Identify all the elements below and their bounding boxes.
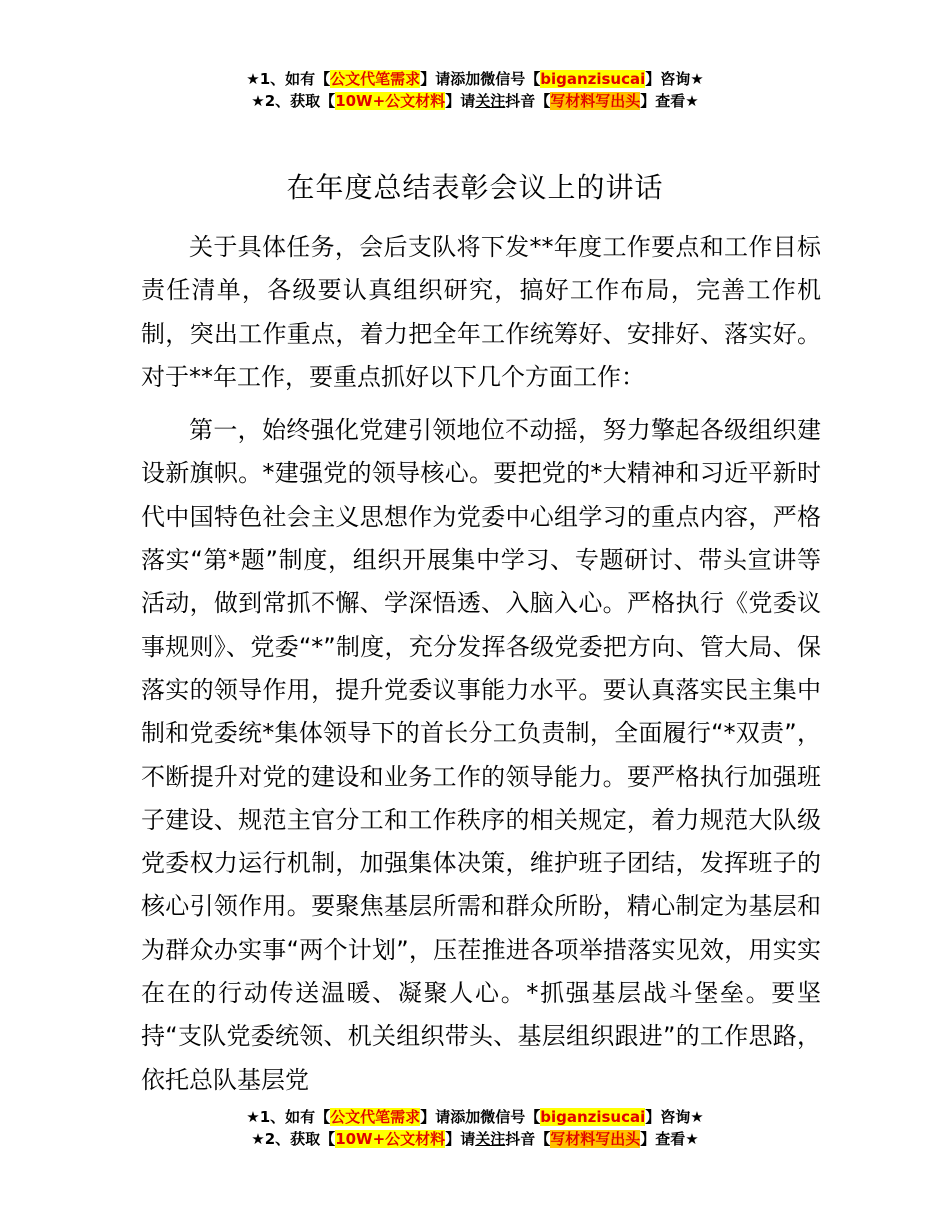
footer-highlight-materials: 10W+公文材料 (335, 1130, 446, 1148)
banner-highlight-douyin: 写材料写出头 (550, 92, 641, 110)
banner-highlight-wechat-id: biganzisucai (540, 70, 646, 88)
header-banner (0, 68, 950, 112)
banner-line-1: ★1、如有【公文代笔需求】请添加微信号【biganzisucai】咨询★ (246, 70, 704, 88)
footer-banner (0, 1106, 950, 1150)
paragraph-2: 第一，始终强化党建引领地位不动摇，努力擎起各级组织建设新旗帜。*建强党的领导核心。要把党的*大精神和习近平新时代中国特色社会主义思想作为党委中心组学习的重点内容，严格落实“第*题”制度，组织开展集中学习、专题研讨、带头宣讲等活动，做到常抓不懈、学深悟透、入脑入心。严格执行《党委议事规则》、党委“*”制度，充分发挥各级党委把方向、管大局、保落实的领导作用，提升党委议事能力水平。要认真落实民主集中制和党委统*集体领导下的首长分工负责制，全面履行“*双责”，不断提升对党的建设和业务工作的领导能力。要严格执行加强班子建设、规范主官分工和工作秩序的相关规定，着力规范大队级党委权力运行机制，加强集体决策，维护班子团结，发挥班子的核心引领作用。要聚焦基层所需和群众所盼，精心制定为基层和为群众办实事“两个计划”，压茬推进各项举措落实见效，用实实在在的行动传送温暖、凝聚人心。*抓强基层战斗堡垒。要坚持“支队党委统领、机关组织带头、基层组织跟进”的工作思路，依托总队基层党 (141, 416, 821, 1094)
banner-highlight-materials: 10W+公文材料 (335, 92, 446, 110)
footer-banner-line-1: ★1、如有【公文代笔需求】请添加微信号【biganzisucai】咨询★ (246, 1108, 704, 1126)
banner-highlight-service: 公文代笔需求 (330, 70, 421, 88)
footer-banner-line-2: ★2、获取【10W+公文材料】请关注抖音【写材料写出头】查看★ (251, 1130, 699, 1148)
footer-highlight-douyin: 写材料写出头 (550, 1130, 641, 1148)
footer-highlight-wechat-id: biganzisucai (540, 1108, 646, 1126)
footer-underlined-follow: 关注 (475, 1130, 506, 1148)
footer-highlight-service: 公文代笔需求 (330, 1108, 421, 1126)
banner-line-2: ★2、获取【10W+公文材料】请关注抖音【写材料写出头】查看★ (251, 92, 699, 110)
document-title: 在年度总结表彰会议上的讲话 (286, 171, 664, 204)
document-body (141, 226, 821, 1102)
banner-underlined-follow: 关注 (475, 92, 506, 110)
paragraph-1: 关于具体任务，会后支队将下发**年度工作要点和工作目标责任清单，各级要认真组织研究，搞好工作布局，完善工作机制，突出工作重点，着力把全年工作统筹好、安排好、落实好。对于**年工作，要重点抓好以下几个方面工作： (141, 233, 821, 391)
